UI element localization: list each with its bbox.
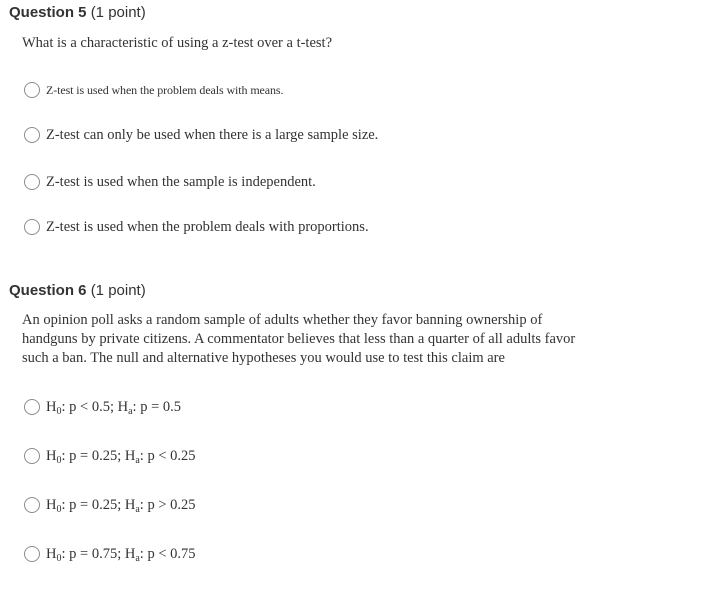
ha-letter: H xyxy=(117,398,129,415)
ha-statement: : p > 0.25 xyxy=(139,496,196,513)
ha-statement: : p < 0.75 xyxy=(139,545,196,562)
radio-button[interactable] xyxy=(24,127,40,143)
radio-button[interactable] xyxy=(24,174,40,190)
h0-statement: : p = 0.75; xyxy=(61,545,125,562)
q6-option-1[interactable] xyxy=(24,397,181,417)
radio-button[interactable] xyxy=(24,448,40,464)
q5-option-4[interactable] xyxy=(24,217,369,237)
radio-button[interactable] xyxy=(24,82,40,98)
h0-statement: : p = 0.25; xyxy=(61,496,125,513)
option-label: Z-test is used when the sample is independent. xyxy=(46,173,316,190)
option-label xyxy=(46,546,196,563)
h0-letter: H xyxy=(46,398,57,415)
h0-subscript: 0 xyxy=(56,405,62,417)
ha-letter: H xyxy=(124,447,136,464)
question-title: Question 6 xyxy=(9,282,87,299)
option-label xyxy=(46,399,181,416)
h0-letter: H xyxy=(46,545,57,562)
q5-option-3[interactable] xyxy=(24,172,316,192)
radio-button[interactable] xyxy=(24,497,40,513)
ha-subscript: a xyxy=(128,405,133,417)
radio-button[interactable] xyxy=(24,546,40,562)
q5-option-2[interactable] xyxy=(24,125,378,145)
h0-subscript: 0 xyxy=(56,503,62,515)
option-label: Z-test is used when the problem deals with proportions. xyxy=(46,218,369,235)
h0-letter: H xyxy=(46,447,57,464)
h0-subscript: 0 xyxy=(56,454,62,466)
ha-subscript: a xyxy=(135,503,140,515)
ha-statement: : p = 0.5 xyxy=(132,398,182,415)
ha-subscript: a xyxy=(135,454,140,466)
q5-option-1[interactable] xyxy=(24,80,283,100)
option-label xyxy=(46,448,196,465)
question-points: (1 point) xyxy=(90,282,146,299)
ha-letter: H xyxy=(124,496,136,513)
option-label: Z-test is used when the problem deals with means. xyxy=(46,82,284,97)
ha-subscript: a xyxy=(135,552,140,564)
ha-letter: H xyxy=(124,545,136,562)
q6-option-2[interactable] xyxy=(24,446,196,466)
option-label: Z-test can only be used when there is a large sample size. xyxy=(46,126,379,143)
radio-button[interactable] xyxy=(24,399,40,415)
h0-letter: H xyxy=(46,496,57,513)
h0-statement: : p = 0.25; xyxy=(61,447,125,464)
question-6-prompt: An opinion poll asks a random sample of adults whether they favor banning ownership of handguns by private citizens. A commentator believes that less than a quarter of all adults favor such a ban. The null and alternative hypotheses you would use to test this claim are xyxy=(22,312,576,366)
h0-subscript: 0 xyxy=(56,552,62,564)
question-6-header xyxy=(9,282,146,300)
h0-statement: : p < 0.5; xyxy=(61,398,118,415)
question-points: (1 point) xyxy=(90,4,146,21)
q6-option-3[interactable] xyxy=(24,495,196,515)
radio-button[interactable] xyxy=(24,219,40,235)
ha-statement: : p < 0.25 xyxy=(139,447,196,464)
question-title: Question 5 xyxy=(9,4,87,21)
q6-option-4[interactable] xyxy=(24,544,196,564)
question-5-header xyxy=(9,4,146,22)
question-5-prompt: What is a characteristic of using a z-test over a t-test? xyxy=(22,35,333,51)
option-label xyxy=(46,497,196,514)
